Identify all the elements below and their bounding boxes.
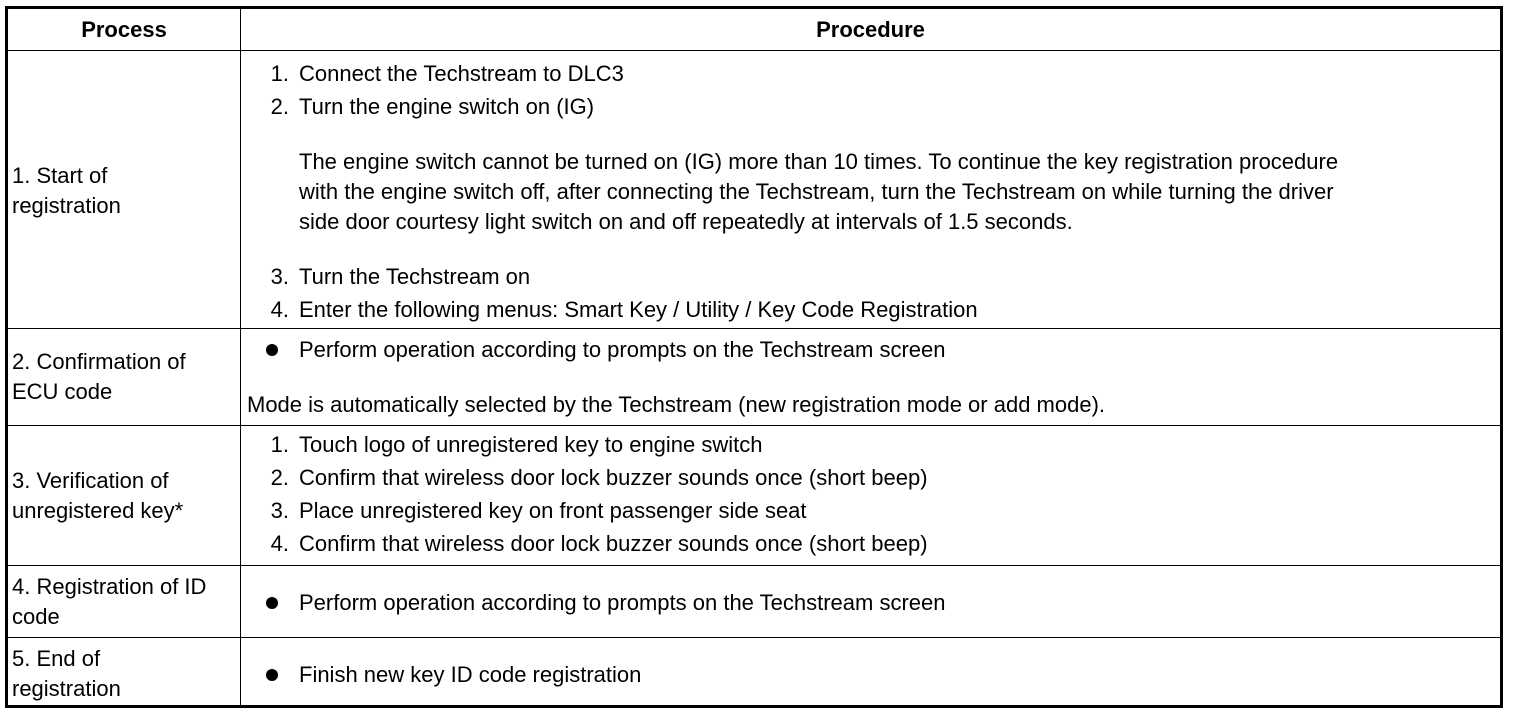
process-label-line: code	[12, 604, 60, 629]
process-cell	[8, 566, 241, 637]
step-number: 1.	[270, 432, 289, 457]
bullet-icon	[266, 344, 278, 356]
procedure-cell	[241, 566, 1500, 637]
process-label-line: 4. Registration of ID	[12, 574, 207, 599]
step-number: 4.	[270, 531, 289, 556]
process-cell	[8, 426, 241, 565]
header-procedure: Procedure	[816, 16, 925, 42]
process-label-line: registration	[12, 676, 121, 701]
bullet-text: Perform operation according to prompts on the Techstream screen	[299, 337, 946, 362]
process-cell	[8, 51, 241, 328]
process-label-line: 2. Confirmation of	[12, 349, 186, 374]
procedure-cell	[241, 638, 1500, 705]
table-row	[8, 51, 1500, 329]
step-number: 2.	[270, 465, 289, 490]
procedure-cell	[241, 51, 1500, 328]
process-label-line: ECU code	[12, 379, 113, 404]
bullet-icon	[266, 669, 278, 681]
step-text: Confirm that wireless door lock buzzer sounds once (short beep)	[299, 531, 928, 556]
step-text: Enter the following menus: Smart Key / Utility / Key Code Registration	[299, 297, 978, 322]
step-number: 3.	[270, 498, 289, 523]
table-row	[8, 426, 1500, 566]
step-text: Confirm that wireless door lock buzzer sounds once (short beep)	[299, 465, 928, 490]
step-number: 1.	[270, 61, 289, 86]
step-number: 2.	[270, 94, 289, 119]
step-text: Turn the Techstream on	[299, 264, 531, 289]
step-number: 3.	[270, 264, 289, 289]
process-label-line: 3. Verification of	[12, 468, 169, 493]
note-text: Mode is automatically selected by the Techstream (new registration mode or add mode).	[247, 392, 1106, 417]
table-header-row	[8, 9, 1500, 51]
step-text: Touch logo of unregistered key to engine switch	[299, 432, 763, 457]
step-number: 4.	[270, 297, 289, 322]
registration-procedure-table	[5, 6, 1503, 708]
process-label-line: 5. End of	[12, 646, 101, 671]
procedure-cell	[241, 426, 1500, 565]
table-row	[8, 638, 1500, 705]
step-text: Connect the Techstream to DLC3	[299, 61, 624, 86]
step-text: Turn the engine switch on (IG)	[299, 94, 595, 119]
table-row	[8, 566, 1500, 638]
process-label-line: 1. Start of	[12, 163, 108, 188]
note-line: with the engine switch off, after connecting the Techstream, turn the Techstream on while turning the driver	[299, 179, 1334, 204]
bullet-icon	[266, 597, 278, 609]
process-cell	[8, 638, 241, 705]
header-process: Process	[8, 9, 241, 50]
process-label-line: registration	[12, 193, 121, 218]
bullet-text: Perform operation according to prompts on the Techstream screen	[299, 590, 946, 615]
bullet-text: Finish new key ID code registration	[299, 662, 642, 687]
table-row	[8, 329, 1500, 426]
step-text: Place unregistered key on front passenger side seat	[299, 498, 807, 523]
note-line: The engine switch cannot be turned on (IG) more than 10 times. To continue the key registration procedure	[299, 149, 1339, 174]
process-label-line: unregistered key*	[12, 498, 184, 523]
procedure-cell	[241, 329, 1500, 425]
note-line: side door courtesy light switch on and off repeatedly at intervals of 1.5 seconds.	[299, 209, 1073, 234]
process-cell	[8, 329, 241, 425]
